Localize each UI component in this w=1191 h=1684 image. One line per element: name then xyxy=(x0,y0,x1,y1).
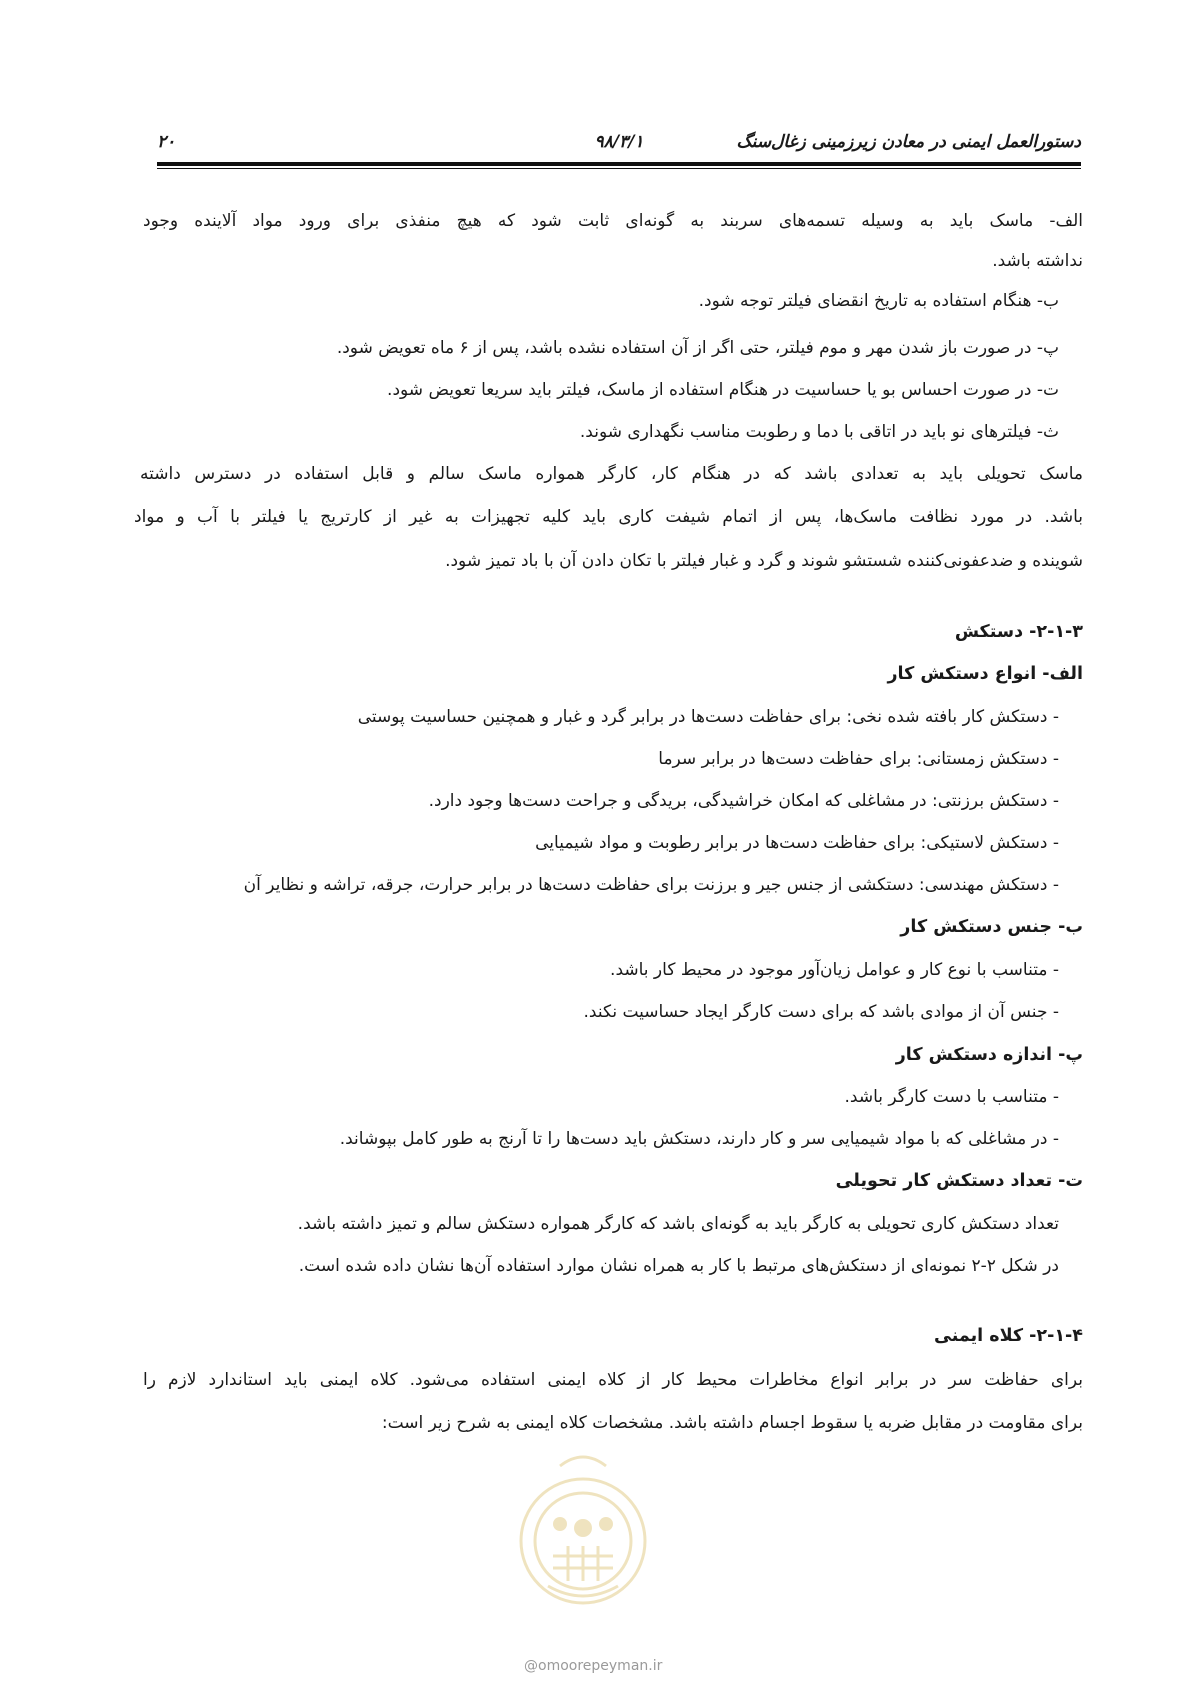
subheading: ب- جنس دستکش کار xyxy=(900,917,1083,937)
paragraph-line: نداشته باشد. xyxy=(992,251,1083,271)
header-title: دستورالعمل ایمنی در معادن زیرزمینی زغال‌سنگ xyxy=(736,132,1081,152)
list-item: - دستکش برزنتی: در مشاغلی که امکان خراشیدگی، بریدگی و جراحت دست‌ها وجود دارد. xyxy=(428,791,1059,811)
header-date: ۹۸/۳/۱ xyxy=(594,132,644,152)
paragraph-line: تعداد دستکش کاری تحویلی به کارگر باید به گونه‌ای باشد که کارگر همواره دستکش سالم و تمیز داشته باشد. xyxy=(297,1214,1059,1234)
list-item: - دستکش کار بافته شده نخی: برای حفاظت دست‌ها در برابر گرد و غبار و همچنین حساسیت پوستی xyxy=(357,707,1059,727)
paragraph-line: برای حفاظت سر در برابر انواع مخاطرات محیط کار از کلاه ایمنی استفاده می‌شود. کلاه ایمنی باید استاندارد لازم را xyxy=(143,1370,1083,1390)
list-item: - دستکش لاستیکی: برای حفاظت دست‌ها در برابر رطوبت و مواد شیمیایی xyxy=(535,833,1059,853)
list-item: - متناسب با دست کارگر باشد. xyxy=(844,1087,1059,1107)
paragraph-line: ماسک تحویلی باید به تعدادی باشد که در هنگام کار، کارگر همواره ماسک سالم و قابل استفاده در دسترس داشته xyxy=(140,464,1083,484)
subheading: ت- تعداد دستکش کار تحویلی xyxy=(835,1171,1083,1191)
section-heading-helmet: ۲-۱-۴- کلاه ایمنی xyxy=(934,1326,1083,1346)
list-item: - متناسب با نوع کار و عوامل زیان‌آور موجود در محیط کار باشد. xyxy=(610,960,1059,980)
list-item: ت- در صورت احساس بو یا حساسیت در هنگام استفاده از ماسک، فیلتر باید سریعا تعویض شود. xyxy=(387,380,1059,400)
header-rule-thin xyxy=(157,168,1081,169)
list-item: - در مشاغلی که با مواد شیمیایی سر و کار دارند، دستکش باید دست‌ها را تا آرنج به طور کامل بپوشاند. xyxy=(339,1129,1059,1149)
list-item: - دستکش زمستانی: برای حفاظت دست‌ها در برابر سرما xyxy=(658,749,1059,769)
paragraph-line: باشد. در مورد نظافت ماسک‌ها، پس از اتمام شیفت کاری باید کلیه تجهیزات به غیر از کارتریج یا فیلتر با آب و مواد xyxy=(134,507,1083,527)
paragraph-line: الف- ماسک باید به وسیله تسمه‌های سربند به گونه‌ای ثابت شود که هیچ منفذی برای ورود مواد آلاینده وجود xyxy=(143,211,1083,231)
page-number: ۲۰ xyxy=(157,132,176,152)
list-item: پ- در صورت باز شدن مهر و موم فیلتر، حتی اگر از آن استفاده نشده باشد، پس از ۶ ماه تعویض شود. xyxy=(336,338,1059,358)
watermark-emblem-icon xyxy=(508,1446,658,1616)
paragraph-line: شوینده و ضدعفونی‌کننده شستشو شوند و گرد و غبار فیلتر با تکان دادن آن با باد تمیز شود. xyxy=(445,551,1083,571)
list-item: ث- فیلترهای نو باید در اتاقی با دما و رطوبت مناسب نگهداری شوند. xyxy=(579,422,1059,442)
header-rule-thick xyxy=(157,162,1081,166)
paragraph-line: در شکل ۲-۲ نمونه‌ای از دستکش‌های مرتبط با کار به همراه نشان موارد استفاده آن‌ها نشان داده شده است. xyxy=(298,1256,1059,1276)
watermark-url: @omoorepeyman.ir xyxy=(524,1658,663,1674)
list-item: ب- هنگام استفاده به تاریخ انقضای فیلتر توجه شود. xyxy=(698,291,1059,311)
page-header xyxy=(157,128,1081,158)
paragraph-line: برای مقاومت در مقابل ضربه یا سقوط اجسام داشته باشد. مشخصات کلاه ایمنی به شرح زیر است: xyxy=(381,1413,1083,1433)
subheading: الف- انواع دستکش کار xyxy=(887,664,1083,684)
subheading: پ- اندازه دستکش کار xyxy=(895,1045,1083,1065)
list-item: - دستکش مهندسی: دستکشی از جنس جیر و برزنت برای حفاظت دست‌ها در برابر حرارت، جرقه، تراشه و نظایر آن xyxy=(243,875,1059,895)
section-heading-gloves: ۲-۱-۳- دستکش xyxy=(954,622,1083,642)
list-item: - جنس آن از موادی باشد که برای دست کارگر ایجاد حساسیت نکند. xyxy=(583,1002,1059,1022)
